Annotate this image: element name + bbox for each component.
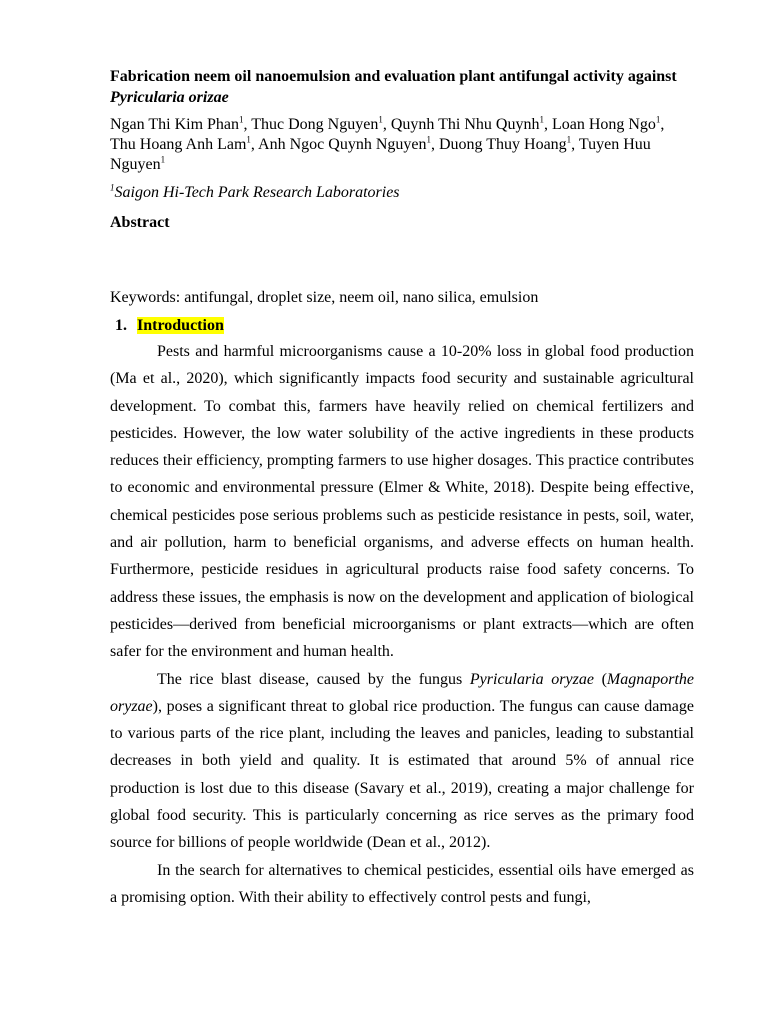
- author: Thuc Dong Nguyen: [251, 116, 379, 133]
- paragraph-2-text: (: [593, 670, 607, 688]
- affiliation-mark: 1: [246, 134, 251, 145]
- author: Anh Ngoc Quynh Nguyen: [258, 136, 427, 153]
- document-page: [110, 66, 694, 911]
- paper-title-main: Fabrication neem oil nanoemulsion and evaluation plant antifungal activity against: [110, 68, 677, 85]
- author: Ngan Thi Kim Phan: [110, 116, 240, 133]
- affiliation-mark: 1: [110, 182, 115, 193]
- paragraph-2-text: ), poses a significant threat to global rice production. The fungus can cause damage to various parts of the rice plant, including the leaves and panicles, leading to substantial decreases in both yield and quality. It is estimated that around 5% of annual rice production is lost due to this disease (Savary et al., 2019), creating a major challenge for global food security. This is particularly concerning as rice serves as the primary food source for billions of people worldwide (Dean et al., 2012).: [110, 697, 694, 852]
- affiliation-mark: 1: [566, 134, 572, 145]
- affiliation-mark: 1: [160, 154, 166, 165]
- paper-title-species: Pyricularia orizae: [110, 89, 229, 106]
- author: Quynh Thi Nhu Quynh: [390, 116, 540, 133]
- paragraph-2: [110, 666, 694, 857]
- author: Tuyen Huu Nguyen: [110, 136, 651, 173]
- section-title: Introduction: [137, 317, 224, 334]
- author: Thu Hoang Anh Lam: [110, 136, 247, 153]
- affiliation-mark: 1: [239, 114, 244, 125]
- author: Loan Hong Ngo: [551, 116, 656, 133]
- paper-title: [110, 66, 694, 108]
- affiliation-mark: 1: [378, 114, 383, 125]
- affiliation-mark: 1: [426, 134, 431, 145]
- abstract-heading: Abstract: [110, 214, 170, 231]
- keywords: Keywords: antifungal, droplet size, neem oil, nano silica, emulsion: [110, 289, 539, 306]
- affiliation-mark: 1: [539, 114, 544, 125]
- species-name: Pyricularia oryzae: [469, 670, 594, 688]
- affiliation: [110, 183, 694, 203]
- paragraph-3: In the search for alternatives to chemical pesticides, essential oils have emerged as a promising option. With their ability to effectively control pests and fungi,: [110, 861, 694, 906]
- species-name: Magnaporthe oryzae: [110, 670, 695, 715]
- author-list: Ngan Thi Kim Phan$^1$, Thuc Dong Nguyen$^1$, Quynh Thi Nhu Quynh$^1$, Loan Hong Ngo$^1$, Thu Hoang Anh Lam$^1$, Anh Ngoc Quynh Nguyen$^1$, Duong Thuy Hoang$^1$, Tuyen Huu Nguyen$^1$: [110, 114, 665, 173]
- affiliation-name: Saigon Hi-Tech Park Research Laboratories: [114, 184, 400, 201]
- paragraph-1: Pests and harmful microorganisms cause a 10-20% loss in global food production (Ma et al., 2020), which significantly impacts food security and sustainable agricultural development. To combat this, farmers have heavily relied on chemical fertilizers and pesticides. However, the low water solubility of the active ingredients in these products reduces their efficiency, prompting farmers to use higher dosages. This practice contributes to economic and environmental pressure (Elmer & White, 2018). Despite being effective, chemical pesticides pose serious problems such as pesticide resistance in pests, soil, water, and air pollution, harm to beneficial organisms, and adverse effects on human health. Furthermore, pesticide residues in agricultural products raise food safety concerns. To address these issues, the emphasis is now on the development and application of biological pesticides—derived from beneficial microorganisms or plant extracts—which are often safer for the environment and human health.: [110, 343, 694, 661]
- section-heading: [110, 316, 694, 336]
- section-number: 1.: [115, 317, 127, 334]
- author: Duong Thuy Hoang: [438, 136, 567, 153]
- paragraph-2-text: The rice blast disease, caused by the fungus: [157, 670, 470, 688]
- affiliation-mark: 1: [655, 114, 661, 125]
